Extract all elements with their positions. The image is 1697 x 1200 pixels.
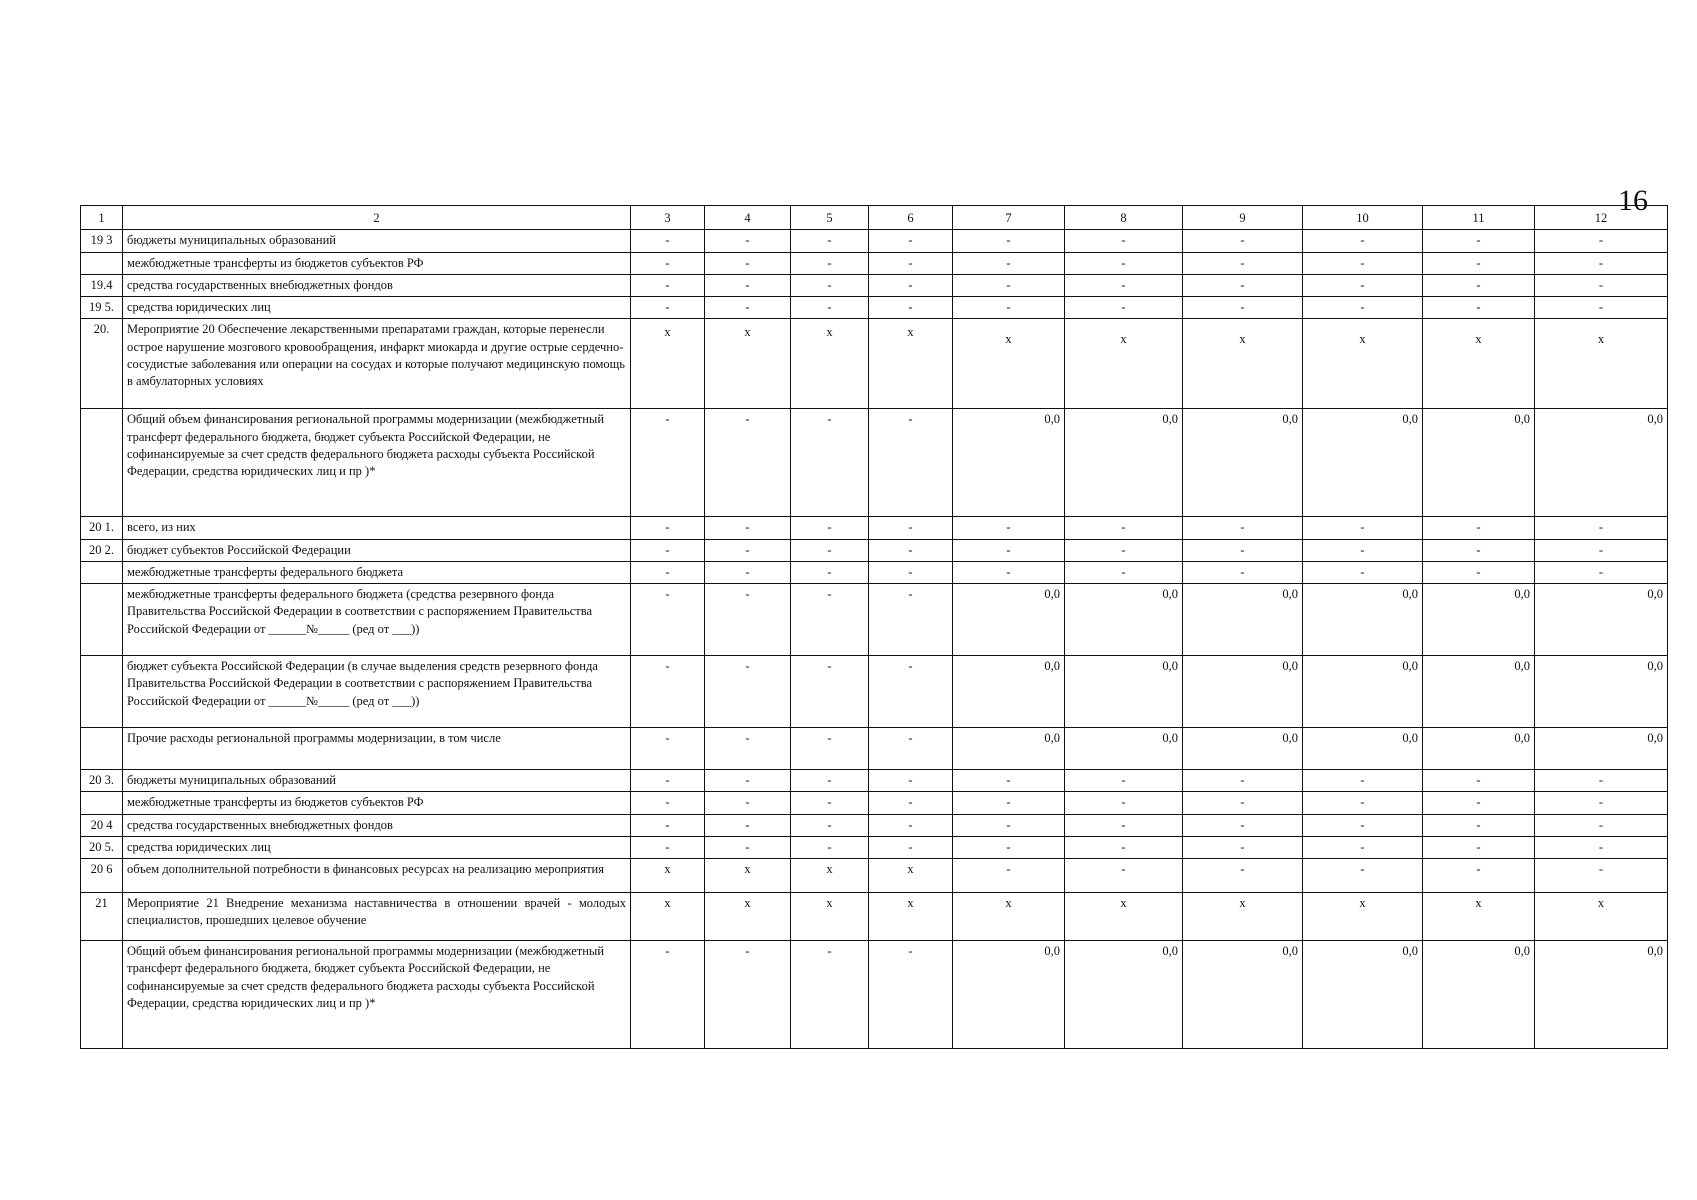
- table-row: [81, 539, 1668, 561]
- value-cell: -: [705, 297, 791, 319]
- value-cell: x: [791, 859, 869, 893]
- value-cell: -: [791, 941, 869, 1049]
- value-cell: -: [791, 656, 869, 728]
- table-row: [81, 814, 1668, 836]
- value-cell: -: [1423, 561, 1535, 583]
- value-cell: -: [1183, 274, 1303, 296]
- value-cell: -: [1183, 836, 1303, 858]
- row-label: средства юридических лиц: [123, 836, 631, 858]
- value-cell: -: [869, 252, 953, 274]
- value-cell: -: [1065, 230, 1183, 252]
- value-cell: -: [1423, 230, 1535, 252]
- value-cell: 0,0: [1423, 584, 1535, 656]
- value-cell: -: [1183, 561, 1303, 583]
- value-cell: -: [1303, 274, 1423, 296]
- value-cell: x: [1303, 893, 1423, 941]
- value-cell: 0,0: [1065, 941, 1183, 1049]
- value-cell: -: [1535, 230, 1668, 252]
- row-number: 20 6: [81, 859, 123, 893]
- value-cell: 0,0: [1535, 409, 1668, 517]
- financing-table: [80, 205, 1668, 1049]
- value-cell: -: [705, 539, 791, 561]
- value-cell: 0,0: [1423, 728, 1535, 770]
- row-number: [81, 728, 123, 770]
- value-cell: -: [869, 728, 953, 770]
- row-label: Общий объем финансирования региональной программы модернизации (межбюджетный трансферт федерального бюджета, бюджет субъекта Российской Федерации, не софинансируемые за счет средств федерального бюджета расходы субъекта Российской Федерации, средства юридических лиц и пр )*: [123, 941, 631, 1049]
- value-cell: -: [953, 517, 1065, 539]
- row-number: 19.4: [81, 274, 123, 296]
- value-cell: x: [953, 893, 1065, 941]
- value-cell: -: [631, 656, 705, 728]
- value-cell: -: [705, 656, 791, 728]
- row-label: бюджеты муниципальных образований: [123, 230, 631, 252]
- row-number: [81, 792, 123, 814]
- value-cell: -: [1303, 297, 1423, 319]
- value-cell: -: [1183, 297, 1303, 319]
- value-cell: x: [1065, 893, 1183, 941]
- value-cell: -: [791, 836, 869, 858]
- value-cell: 0,0: [1303, 941, 1423, 1049]
- value-cell: -: [791, 561, 869, 583]
- value-cell: x: [1183, 319, 1303, 409]
- row-number: [81, 584, 123, 656]
- value-cell: 0,0: [953, 656, 1065, 728]
- value-cell: -: [1535, 561, 1668, 583]
- value-cell: -: [1065, 814, 1183, 836]
- table-row: [81, 941, 1668, 1049]
- value-cell: -: [631, 539, 705, 561]
- value-cell: -: [1065, 859, 1183, 893]
- value-cell: -: [791, 792, 869, 814]
- row-label: межбюджетные трансферты федерального бюджета: [123, 561, 631, 583]
- value-cell: 0,0: [1535, 584, 1668, 656]
- row-number: [81, 656, 123, 728]
- value-cell: -: [705, 517, 791, 539]
- col-header: 9: [1183, 206, 1303, 230]
- value-cell: 0,0: [1065, 409, 1183, 517]
- value-cell: -: [631, 409, 705, 517]
- value-cell: -: [869, 561, 953, 583]
- value-cell: -: [953, 859, 1065, 893]
- value-cell: x: [705, 319, 791, 409]
- value-cell: -: [1303, 859, 1423, 893]
- value-cell: -: [1423, 274, 1535, 296]
- value-cell: -: [1423, 517, 1535, 539]
- row-label: межбюджетные трансферты из бюджетов субъектов РФ: [123, 252, 631, 274]
- col-header: 8: [1065, 206, 1183, 230]
- value-cell: -: [705, 814, 791, 836]
- value-cell: x: [1423, 319, 1535, 409]
- value-cell: 0,0: [1535, 728, 1668, 770]
- row-number: [81, 941, 123, 1049]
- value-cell: -: [1535, 252, 1668, 274]
- table-row: [81, 297, 1668, 319]
- row-number: 19 5.: [81, 297, 123, 319]
- value-cell: -: [631, 584, 705, 656]
- col-header: 5: [791, 206, 869, 230]
- value-cell: -: [1183, 814, 1303, 836]
- value-cell: x: [705, 893, 791, 941]
- value-cell: -: [869, 941, 953, 1049]
- value-cell: -: [631, 230, 705, 252]
- value-cell: 0,0: [1183, 941, 1303, 1049]
- value-cell: -: [1423, 792, 1535, 814]
- value-cell: -: [1183, 252, 1303, 274]
- row-number: 20.: [81, 319, 123, 409]
- value-cell: -: [631, 836, 705, 858]
- value-cell: x: [869, 859, 953, 893]
- value-cell: 0,0: [1303, 728, 1423, 770]
- value-cell: -: [631, 941, 705, 1049]
- value-cell: -: [1535, 836, 1668, 858]
- value-cell: x: [791, 893, 869, 941]
- row-label: межбюджетные трансферты федерального бюджета (средства резервного фонда Правительства Российской Федерации в соответствии с распоряжением Правительства Российской Федерации от ______№_____ (ред от ___)): [123, 584, 631, 656]
- row-number: 20 1.: [81, 517, 123, 539]
- value-cell: x: [1423, 893, 1535, 941]
- value-cell: 0,0: [1423, 409, 1535, 517]
- row-label: Мероприятие 21 Внедрение механизма наставничества в отношении врачей - молодых специалистов, прошедших целевое обучение: [123, 893, 631, 941]
- value-cell: 0,0: [953, 584, 1065, 656]
- value-cell: 0,0: [953, 728, 1065, 770]
- value-cell: -: [1535, 517, 1668, 539]
- value-cell: -: [1303, 836, 1423, 858]
- value-cell: -: [869, 770, 953, 792]
- value-cell: -: [1303, 539, 1423, 561]
- value-cell: -: [705, 584, 791, 656]
- value-cell: -: [1423, 297, 1535, 319]
- value-cell: -: [705, 941, 791, 1049]
- value-cell: -: [1423, 814, 1535, 836]
- value-cell: -: [791, 230, 869, 252]
- value-cell: x: [705, 859, 791, 893]
- col-header: 1: [81, 206, 123, 230]
- table-row: [81, 409, 1668, 517]
- value-cell: -: [631, 274, 705, 296]
- value-cell: 0,0: [1065, 656, 1183, 728]
- table-row: [81, 252, 1668, 274]
- value-cell: -: [1535, 814, 1668, 836]
- value-cell: -: [869, 409, 953, 517]
- row-number: [81, 561, 123, 583]
- value-cell: 0,0: [953, 409, 1065, 517]
- value-cell: -: [1535, 274, 1668, 296]
- value-cell: -: [705, 274, 791, 296]
- value-cell: 0,0: [1303, 584, 1423, 656]
- value-cell: -: [953, 836, 1065, 858]
- value-cell: -: [1303, 517, 1423, 539]
- value-cell: -: [705, 836, 791, 858]
- row-label: средства юридических лиц: [123, 297, 631, 319]
- value-cell: 0,0: [1423, 941, 1535, 1049]
- value-cell: -: [869, 517, 953, 539]
- row-number: 20 4: [81, 814, 123, 836]
- value-cell: -: [631, 770, 705, 792]
- value-cell: -: [1065, 770, 1183, 792]
- value-cell: -: [1183, 859, 1303, 893]
- col-header: 7: [953, 206, 1065, 230]
- value-cell: 0,0: [1065, 728, 1183, 770]
- value-cell: -: [1303, 561, 1423, 583]
- value-cell: -: [631, 728, 705, 770]
- row-number: 21: [81, 893, 123, 941]
- value-cell: -: [705, 409, 791, 517]
- value-cell: -: [1303, 770, 1423, 792]
- value-cell: -: [953, 252, 1065, 274]
- table-body: [81, 230, 1668, 1049]
- value-cell: 0,0: [1423, 656, 1535, 728]
- financing-table-wrap: [80, 205, 1667, 1049]
- table-row: [81, 274, 1668, 296]
- col-header: 2: [123, 206, 631, 230]
- col-header: 3: [631, 206, 705, 230]
- row-number: 20 2.: [81, 539, 123, 561]
- value-cell: 0,0: [1535, 941, 1668, 1049]
- page-number: 16: [1618, 184, 1648, 217]
- value-cell: -: [1535, 859, 1668, 893]
- table-row: [81, 836, 1668, 858]
- value-cell: -: [1183, 517, 1303, 539]
- value-cell: x: [1183, 893, 1303, 941]
- row-number: 20 3.: [81, 770, 123, 792]
- value-cell: x: [1535, 319, 1668, 409]
- value-cell: -: [1303, 230, 1423, 252]
- value-cell: x: [1065, 319, 1183, 409]
- value-cell: 0,0: [1183, 728, 1303, 770]
- value-cell: -: [869, 584, 953, 656]
- value-cell: -: [631, 792, 705, 814]
- table-row: [81, 230, 1668, 252]
- value-cell: x: [631, 859, 705, 893]
- value-cell: -: [869, 836, 953, 858]
- value-cell: -: [1423, 770, 1535, 792]
- row-label: Прочие расходы региональной программы модернизации, в том числе: [123, 728, 631, 770]
- value-cell: -: [791, 728, 869, 770]
- table-row: [81, 728, 1668, 770]
- value-cell: -: [869, 792, 953, 814]
- value-cell: -: [705, 252, 791, 274]
- value-cell: x: [953, 319, 1065, 409]
- value-cell: -: [705, 230, 791, 252]
- row-label: межбюджетные трансферты из бюджетов субъектов РФ: [123, 792, 631, 814]
- value-cell: -: [1183, 792, 1303, 814]
- value-cell: -: [1065, 274, 1183, 296]
- value-cell: -: [953, 230, 1065, 252]
- value-cell: 0,0: [1183, 656, 1303, 728]
- value-cell: -: [869, 539, 953, 561]
- value-cell: -: [1303, 252, 1423, 274]
- value-cell: -: [705, 728, 791, 770]
- col-header: 6: [869, 206, 953, 230]
- value-cell: -: [631, 561, 705, 583]
- value-cell: -: [1065, 517, 1183, 539]
- value-cell: 0,0: [1183, 584, 1303, 656]
- value-cell: -: [1535, 770, 1668, 792]
- row-label: всего, из них: [123, 517, 631, 539]
- value-cell: -: [869, 656, 953, 728]
- table-row: [81, 893, 1668, 941]
- value-cell: -: [705, 792, 791, 814]
- value-cell: -: [791, 274, 869, 296]
- value-cell: -: [1065, 252, 1183, 274]
- value-cell: -: [1423, 836, 1535, 858]
- value-cell: x: [869, 893, 953, 941]
- row-number: 19 3: [81, 230, 123, 252]
- value-cell: -: [1065, 561, 1183, 583]
- value-cell: 0,0: [1535, 656, 1668, 728]
- value-cell: -: [1423, 859, 1535, 893]
- table-row: [81, 517, 1668, 539]
- value-cell: 0,0: [1065, 584, 1183, 656]
- header-row: [81, 206, 1668, 230]
- value-cell: 0,0: [1183, 409, 1303, 517]
- value-cell: 0,0: [1303, 409, 1423, 517]
- row-label: Общий объем финансирования региональной программы модернизации (межбюджетный трансферт федерального бюджета, бюджет субъекта Российской Федерации, не софинансируемые за счет средств федерального бюджета расходы субъекта Российской Федерации, средства юридических лиц и пр )*: [123, 409, 631, 517]
- table-row: [81, 859, 1668, 893]
- value-cell: -: [1535, 792, 1668, 814]
- value-cell: -: [791, 539, 869, 561]
- value-cell: -: [953, 539, 1065, 561]
- value-cell: -: [953, 561, 1065, 583]
- value-cell: -: [705, 561, 791, 583]
- value-cell: -: [1183, 539, 1303, 561]
- value-cell: -: [1183, 770, 1303, 792]
- value-cell: -: [1183, 230, 1303, 252]
- row-label: Мероприятие 20 Обеспечение лекарственными препаратами граждан, которые перенесли острое нарушение мозгового кровообращения, инфаркт миокарда и другие острые сердечно-сосудистые заболевания или операции на сосудах и которые получают медицинскую помощь в амбулаторных условиях: [123, 319, 631, 409]
- value-cell: -: [791, 584, 869, 656]
- row-label: объем дополнительной потребности в финансовых ресурсах на реализацию мероприятия: [123, 859, 631, 893]
- value-cell: 0,0: [1303, 656, 1423, 728]
- table-row: [81, 770, 1668, 792]
- value-cell: 0,0: [953, 941, 1065, 1049]
- col-header: 10: [1303, 206, 1423, 230]
- table-row: [81, 584, 1668, 656]
- value-cell: -: [1065, 836, 1183, 858]
- value-cell: -: [953, 770, 1065, 792]
- value-cell: -: [791, 770, 869, 792]
- table-row: [81, 561, 1668, 583]
- value-cell: -: [1423, 539, 1535, 561]
- value-cell: -: [1535, 297, 1668, 319]
- value-cell: -: [953, 297, 1065, 319]
- value-cell: -: [869, 274, 953, 296]
- table-row: [81, 319, 1668, 409]
- value-cell: -: [869, 814, 953, 836]
- col-header: 12: [1535, 206, 1668, 230]
- row-label: бюджеты муниципальных образований: [123, 770, 631, 792]
- row-label: средства государственных внебюджетных фондов: [123, 814, 631, 836]
- value-cell: -: [1065, 539, 1183, 561]
- value-cell: -: [631, 252, 705, 274]
- value-cell: -: [791, 814, 869, 836]
- value-cell: -: [1423, 252, 1535, 274]
- value-cell: -: [791, 517, 869, 539]
- value-cell: -: [791, 297, 869, 319]
- row-label: бюджет субъекта Российской Федерации (в случае выделения средств резервного фонда Правительства Российской Федерации в соответствии с распоряжением Правительства Российской Федерации от ______№_____ (ред от ___)): [123, 656, 631, 728]
- value-cell: -: [1065, 297, 1183, 319]
- value-cell: x: [631, 319, 705, 409]
- value-cell: -: [791, 252, 869, 274]
- value-cell: -: [953, 814, 1065, 836]
- value-cell: -: [1535, 539, 1668, 561]
- value-cell: -: [1303, 792, 1423, 814]
- value-cell: x: [869, 319, 953, 409]
- row-number: [81, 409, 123, 517]
- value-cell: -: [791, 409, 869, 517]
- value-cell: x: [791, 319, 869, 409]
- row-label: бюджет субъектов Российской Федерации: [123, 539, 631, 561]
- table-row: [81, 792, 1668, 814]
- value-cell: -: [869, 230, 953, 252]
- row-label: средства государственных внебюджетных фондов: [123, 274, 631, 296]
- value-cell: -: [705, 770, 791, 792]
- row-number: 20 5.: [81, 836, 123, 858]
- table-row: [81, 656, 1668, 728]
- value-cell: -: [1065, 792, 1183, 814]
- value-cell: -: [631, 814, 705, 836]
- value-cell: -: [631, 517, 705, 539]
- value-cell: x: [631, 893, 705, 941]
- value-cell: -: [631, 297, 705, 319]
- value-cell: -: [1303, 814, 1423, 836]
- col-header: 11: [1423, 206, 1535, 230]
- row-number: [81, 252, 123, 274]
- col-header: 4: [705, 206, 791, 230]
- value-cell: -: [953, 274, 1065, 296]
- value-cell: x: [1303, 319, 1423, 409]
- value-cell: -: [953, 792, 1065, 814]
- value-cell: -: [869, 297, 953, 319]
- value-cell: x: [1535, 893, 1668, 941]
